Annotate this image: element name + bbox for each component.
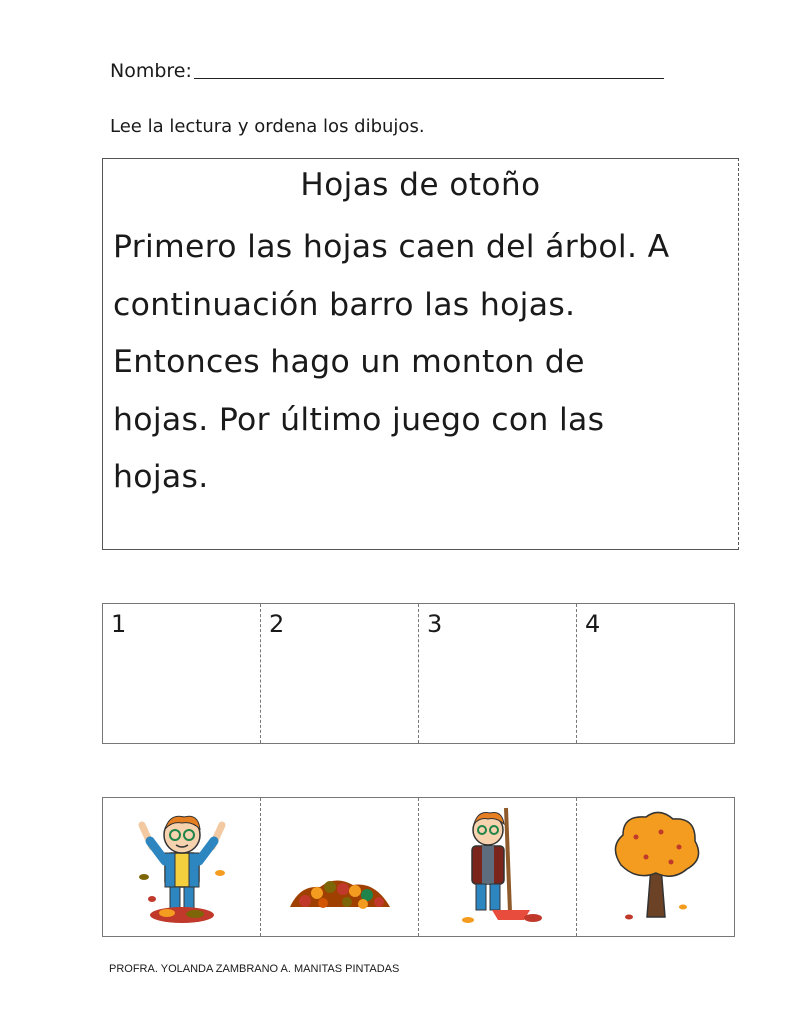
picture-cell-1[interactable] [103,798,261,936]
order-number: 4 [585,610,601,638]
reading-line: Primero las hojas caen del árbol. A [113,229,670,265]
leaf-pile-icon [285,807,395,927]
instructions-text: Lee la lectura y ordena los dibujos. [110,116,425,137]
order-answer-grid [102,603,735,744]
name-label: Nombre: [110,60,192,82]
reading-line: hojas. Por último juego con las [113,401,605,438]
picture-strip [102,797,735,937]
order-box-4[interactable] [577,604,734,743]
boy-playing-with-leaves-icon [132,807,232,927]
reading-title: Hojas de otoño [300,167,541,203]
order-number: 1 [111,610,127,638]
reading-line: Entonces hago un monton de [113,344,585,380]
reading-box [102,158,739,550]
name-field[interactable] [110,60,664,82]
picture-cell-4[interactable] [577,798,734,936]
boy-raking-leaves-icon [448,804,548,930]
picture-cell-3[interactable] [419,798,577,936]
name-blank-line[interactable] [194,77,664,79]
order-box-3[interactable] [419,604,577,743]
reading-line: continuación barro las hojas. [113,286,576,323]
order-box-1[interactable] [103,604,261,743]
order-number: 2 [269,610,285,638]
reading-line: hojas. [113,459,209,495]
footer-credit: PROFRA. YOLANDA ZAMBRANO A. MANITAS PINTADAS [109,963,400,975]
reading-body [113,219,730,507]
order-number: 3 [427,610,443,638]
order-box-2[interactable] [261,604,419,743]
picture-cell-2[interactable] [261,798,419,936]
autumn-tree-icon [601,807,711,927]
